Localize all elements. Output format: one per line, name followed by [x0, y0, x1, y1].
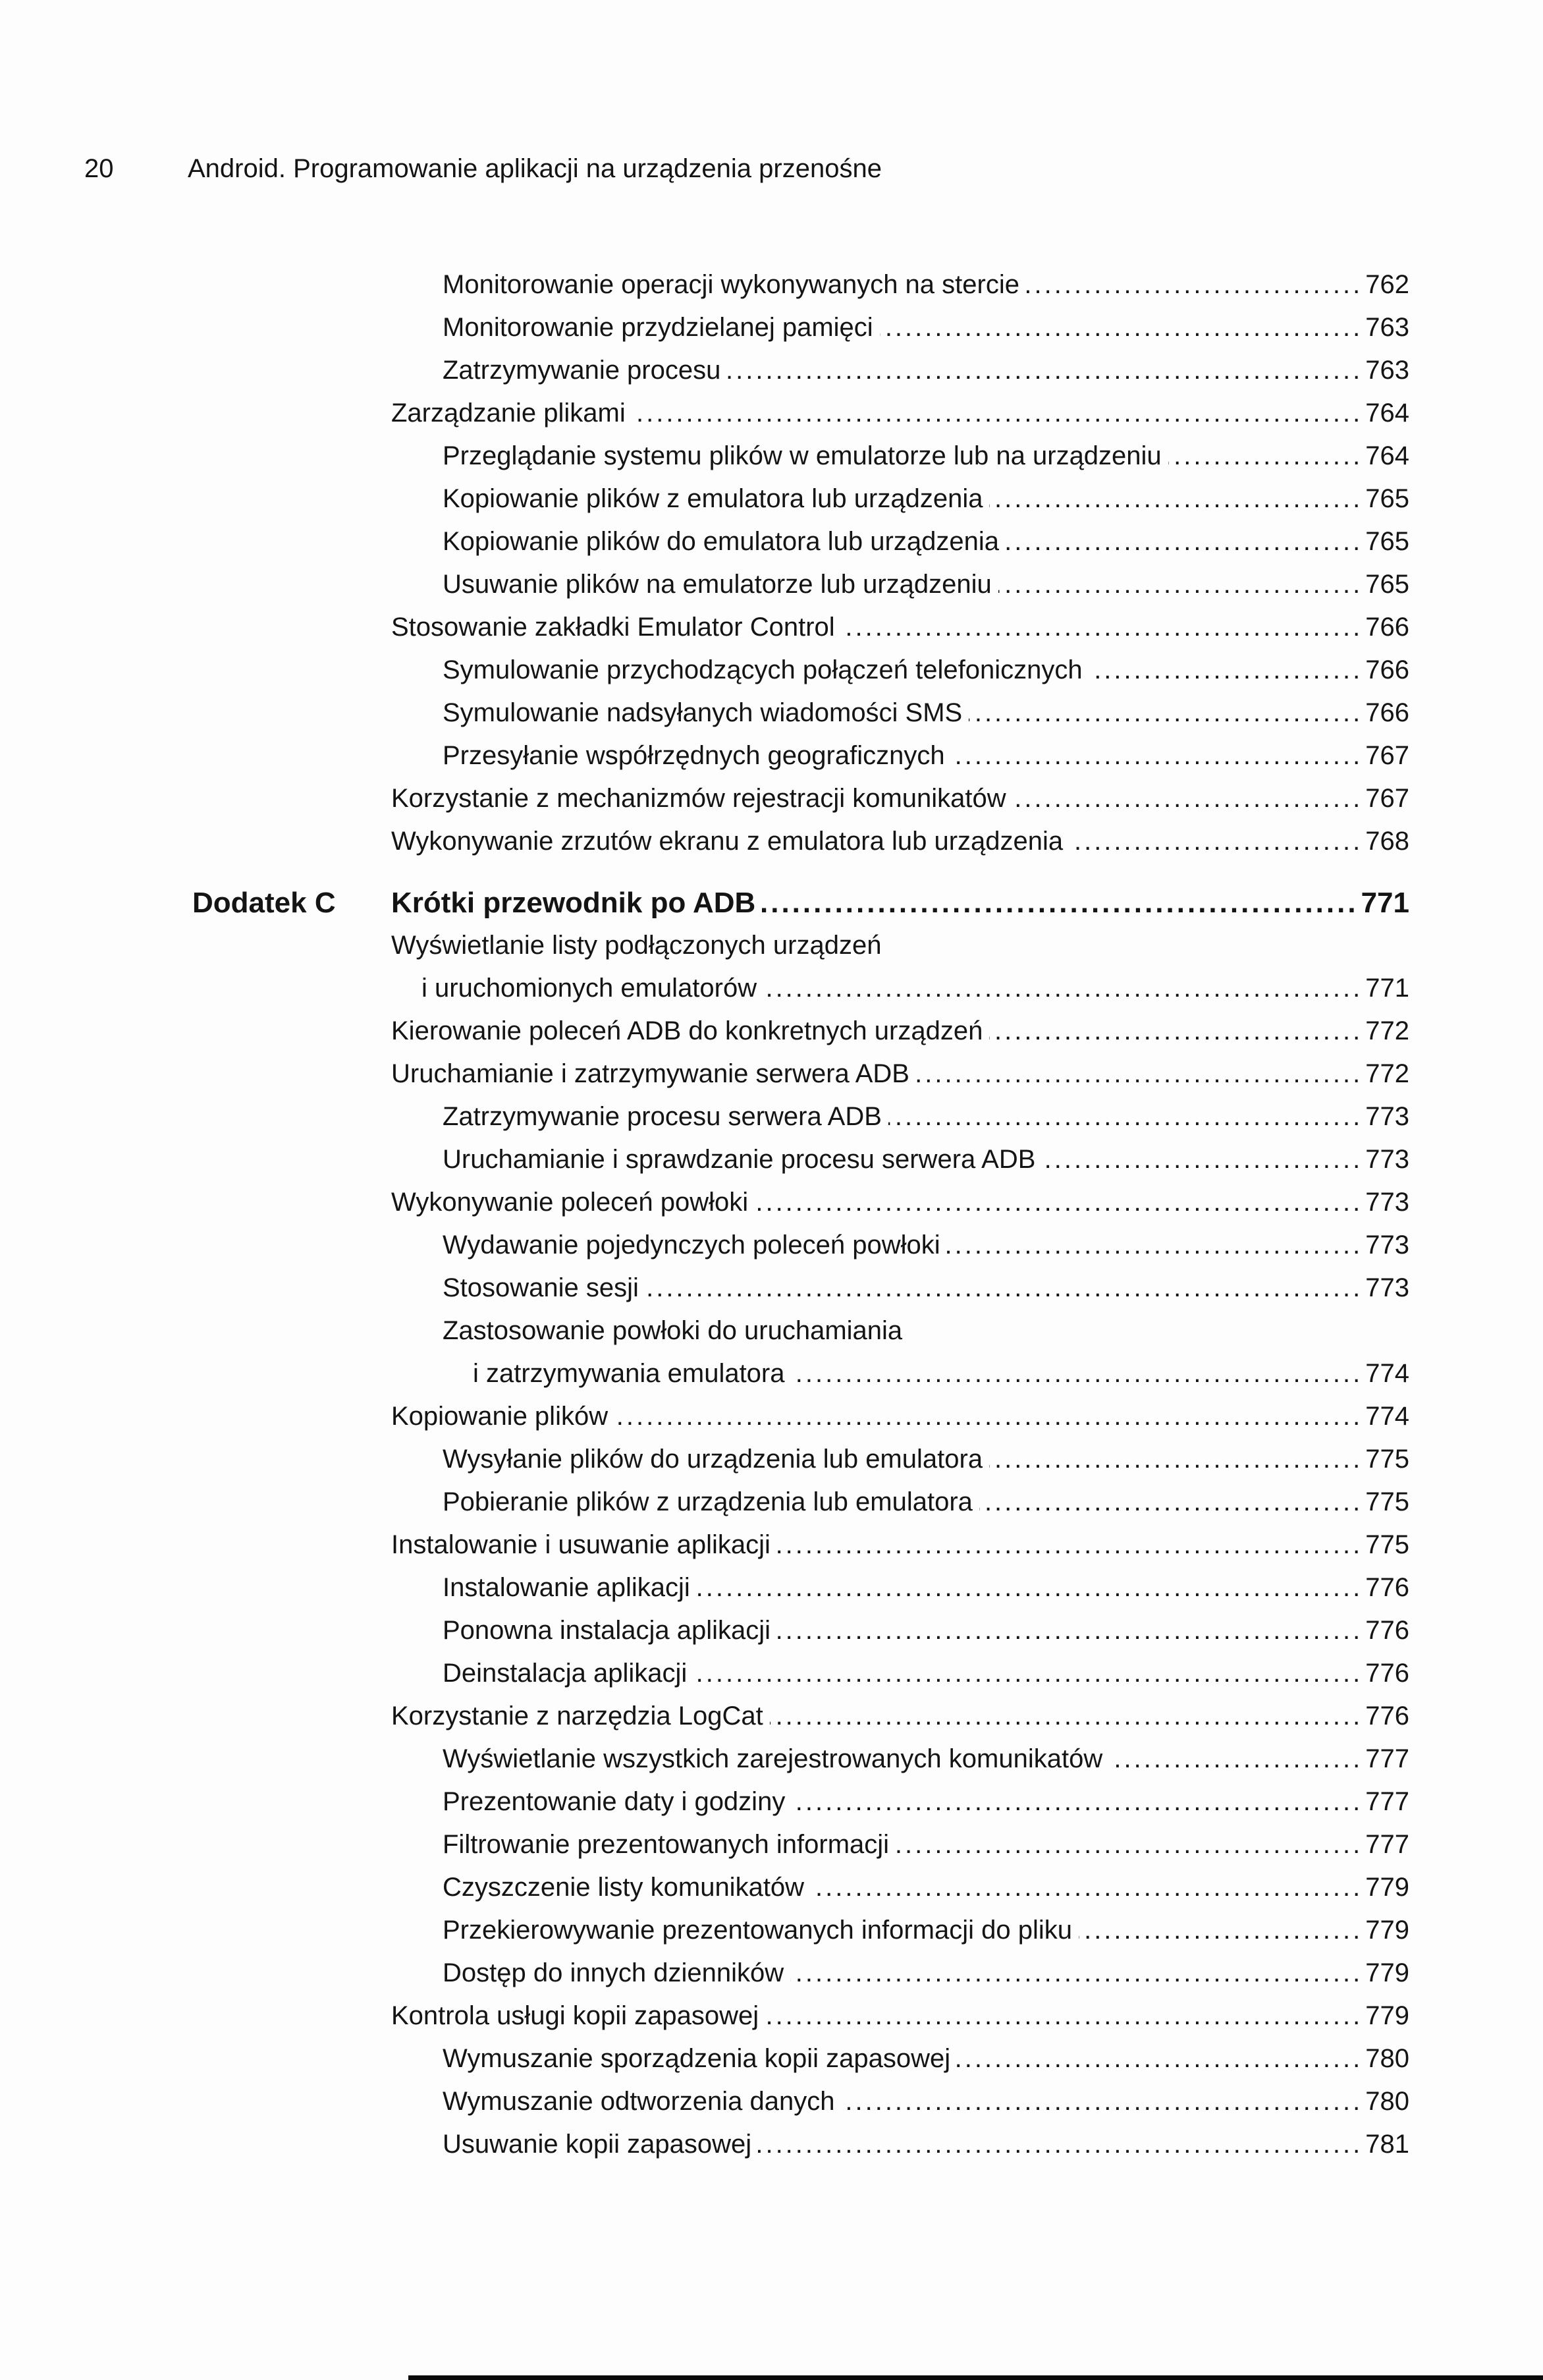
page-number: 766	[1365, 613, 1409, 642]
entry-title: Wysyłanie plików do urządzenia lub emulatora	[443, 1445, 983, 1474]
toc-entry-row	[391, 1181, 1409, 1224]
entry-title: Przekierowywanie prezentowanych informacji do pliku	[443, 1916, 1072, 1945]
toc-entry-row	[391, 1909, 1409, 1952]
toc-entry-continuation-row	[391, 967, 1409, 1010]
entry-title: Instalowanie i usuwanie aplikacji	[391, 1530, 771, 1559]
toc-entry-row	[391, 520, 1409, 563]
toc-entry-row	[391, 1481, 1409, 1524]
dot-leader	[1069, 820, 1363, 863]
toc-entry-row	[391, 478, 1409, 520]
header-page-number: 20	[84, 154, 114, 183]
dot-leader	[790, 1952, 1363, 1995]
entry-title: Wyświetlanie wszystkich zarejestrowanych komunikatów	[443, 1744, 1103, 1773]
dot-leader	[765, 1995, 1363, 2037]
page-number: 775	[1365, 1487, 1409, 1516]
entry-title: Stosowanie zakładki Emulator Control	[391, 613, 835, 642]
entry-title: Przeglądanie systemu plików w emulatorze lub na urządzeniu	[443, 441, 1162, 470]
toc-entry-row	[391, 1566, 1409, 1609]
entry-title: Wykonywanie poleceń powłoki	[391, 1188, 749, 1217]
dot-leader	[916, 1053, 1363, 1095]
dot-leader	[758, 2123, 1363, 2166]
entry-title: Filtrowanie prezentowanych informacji	[443, 1830, 890, 1859]
dot-leader	[1079, 1909, 1363, 1952]
page-number: 765	[1365, 527, 1409, 556]
entry-title: Zatrzymywanie procesu serwera ADB	[443, 1102, 882, 1131]
entry-title: Prezentowanie daty i godziny	[443, 1787, 786, 1816]
dot-leader	[693, 1652, 1363, 1695]
entry-title: Kontrola usługi kopii zapasowej	[391, 2001, 759, 2030]
dot-leader	[1168, 435, 1363, 478]
entry-title-continued: i uruchomionych emulatorów	[421, 974, 757, 1003]
entry-title: Kopiowanie plików z emulatora lub urządzenia	[443, 484, 983, 513]
toc-entry-row	[391, 1995, 1409, 2037]
entry-title: Wydawanie pojedynczych poleceń powłoki	[443, 1231, 940, 1259]
entry-title: Zastosowanie powłoki do uruchamiania	[443, 1316, 903, 1345]
header-book-title: Android. Programowanie aplikacji na urządzenia przenośne	[188, 154, 882, 183]
toc-entry-row	[391, 349, 1409, 392]
dot-leader	[989, 1438, 1363, 1481]
page-number: 776	[1365, 1659, 1409, 1688]
dot-leader	[842, 2080, 1363, 2123]
dot-leader	[1089, 649, 1363, 692]
dot-leader	[896, 1823, 1363, 1866]
page-number: 780	[1365, 2087, 1409, 2116]
page-number: 780	[1365, 2044, 1409, 2073]
toc-chapter-row	[192, 881, 1409, 924]
entry-title: Symulowanie przychodzących połączeń telefonicznych	[443, 655, 1083, 684]
dot-leader	[697, 1566, 1363, 1609]
page-number: 773	[1365, 1145, 1409, 1174]
dot-leader	[1013, 777, 1363, 820]
entry-title: Symulowanie nadsyłanych wiadomości SMS	[443, 698, 963, 727]
toc-entry-row	[391, 1866, 1409, 1909]
entry-title: Uruchamianie i zatrzymywanie serwera ADB	[391, 1059, 909, 1088]
page-number: 771	[1365, 974, 1409, 1003]
toc-entry-row	[391, 1609, 1409, 1652]
page-number: 776	[1365, 1573, 1409, 1602]
toc-entry-row	[391, 2037, 1409, 2080]
running-header	[84, 153, 882, 184]
page-number: 764	[1365, 441, 1409, 470]
dot-leader	[957, 2037, 1363, 2080]
entry-title: Dostęp do innych dzienników	[443, 1958, 784, 1987]
toc-entry-row	[391, 734, 1409, 777]
page-number: 773	[1365, 1273, 1409, 1302]
entry-title: Instalowanie aplikacji	[443, 1573, 690, 1602]
page-number: 765	[1365, 570, 1409, 599]
page-number: 762	[1365, 270, 1409, 299]
dot-leader	[989, 478, 1363, 520]
toc-entry-row	[391, 1224, 1409, 1267]
page-number: 768	[1365, 827, 1409, 856]
dot-leader	[727, 349, 1363, 392]
dot-leader	[880, 306, 1363, 349]
toc-entry-row	[391, 2123, 1409, 2166]
toc-entry-row	[391, 692, 1409, 734]
entry-title-continued: i zatrzymywania emulatora	[473, 1359, 785, 1388]
entry-title: Zarządzanie plikami	[391, 399, 626, 428]
toc-entry-row	[391, 563, 1409, 606]
toc-entry-row	[391, 1781, 1409, 1823]
toc-entry-row	[391, 649, 1409, 692]
entry-title: Czyszczenie listy komunikatów	[443, 1873, 805, 1902]
toc-entry-row	[391, 263, 1409, 306]
toc-entry-continuation-row	[391, 1352, 1409, 1395]
page-number: 777	[1365, 1830, 1409, 1859]
chapter-label: Dodatek C	[192, 887, 336, 919]
page-number: 772	[1365, 1016, 1409, 1045]
dot-leader	[1006, 520, 1363, 563]
dot-leader	[614, 1395, 1363, 1438]
page-number: 777	[1365, 1744, 1409, 1773]
toc-entry-row	[391, 1823, 1409, 1866]
entry-title: Korzystanie z narzędzia LogCat	[391, 1702, 763, 1730]
page-number: 774	[1365, 1359, 1409, 1388]
toc-entry-row	[391, 820, 1409, 863]
dot-leader	[947, 1224, 1363, 1267]
toc-entry-row	[391, 924, 1409, 967]
page-number: 767	[1365, 784, 1409, 813]
dot-leader	[755, 1181, 1363, 1224]
toc-entry-row	[391, 606, 1409, 649]
entry-title: Przesyłanie współrzędnych geograficznych	[443, 741, 945, 770]
toc-entry-row	[391, 1138, 1409, 1181]
dot-leader	[811, 1866, 1363, 1909]
page-number: 779	[1365, 1958, 1409, 1987]
entry-title: Ponowna instalacja aplikacji	[443, 1616, 771, 1645]
page-number: 763	[1365, 356, 1409, 385]
entry-title: Kopiowanie plików	[391, 1402, 609, 1431]
toc-entry-row	[391, 306, 1409, 349]
toc-entry-row	[391, 1010, 1409, 1053]
page-number: 776	[1365, 1702, 1409, 1730]
page-number: 779	[1365, 1916, 1409, 1945]
entry-title: Korzystanie z mechanizmów rejestracji komunikatów	[391, 784, 1006, 813]
page-number: 779	[1365, 2001, 1409, 2030]
page-number: 774	[1365, 1402, 1409, 1431]
entry-title: Wymuszanie sporządzenia kopii zapasowej	[443, 2044, 951, 2073]
toc-list	[192, 263, 1409, 2166]
entry-title: Kierowanie poleceń ADB do konkretnych urządzeń	[391, 1016, 983, 1045]
entry-title: Deinstalacja aplikacji	[443, 1659, 688, 1688]
page-number: 773	[1365, 1231, 1409, 1259]
page-number: 767	[1365, 741, 1409, 770]
dot-leader	[770, 1695, 1363, 1738]
page-number: 775	[1365, 1530, 1409, 1559]
entry-title: Usuwanie kopii zapasowej	[443, 2130, 752, 2159]
toc-entry-row	[391, 1524, 1409, 1566]
toc-entry-row	[391, 1438, 1409, 1481]
dot-leader	[952, 734, 1363, 777]
entry-title: Pobieranie plików z urządzenia lub emulatora	[443, 1487, 973, 1516]
page-number: 775	[1365, 1445, 1409, 1474]
dot-leader	[1109, 1738, 1363, 1781]
chapter-page-number: 771	[1361, 887, 1409, 919]
page-number: 781	[1365, 2130, 1409, 2159]
dot-leader	[979, 1481, 1363, 1524]
dot-leader	[792, 1352, 1363, 1395]
entry-title: Kopiowanie plików do emulatora lub urządzenia	[443, 527, 999, 556]
toc-entry-row	[391, 777, 1409, 820]
toc-entry-row	[391, 1095, 1409, 1138]
toc-entry-row	[391, 1952, 1409, 1995]
entry-title: Wymuszanie odtworzenia danych	[443, 2087, 835, 2116]
dot-leader	[777, 1609, 1363, 1652]
toc-entry-row	[391, 1395, 1409, 1438]
page-number: 765	[1365, 484, 1409, 513]
entry-title: Wykonywanie zrzutów ekranu z emulatora lub urządzenia	[391, 827, 1064, 856]
toc-entry-row	[391, 2080, 1409, 2123]
dot-leader	[777, 1524, 1363, 1566]
entry-title: Wyświetlanie listy podłączonych urządzeń	[391, 931, 882, 960]
scan-edge-artifact	[408, 2375, 1543, 2380]
dot-leader	[792, 1781, 1363, 1823]
entry-title: Usuwanie plików na emulatorze lub urządzeniu	[443, 570, 992, 599]
toc-entry-row	[391, 1652, 1409, 1695]
dot-leader	[645, 1267, 1363, 1310]
chapter-title: Krótki przewodnik po ADB	[391, 887, 756, 919]
page-number: 779	[1365, 1873, 1409, 1902]
page-number: 772	[1365, 1059, 1409, 1088]
entry-title: Monitorowanie operacji wykonywanych na stercie	[443, 270, 1019, 299]
dot-leader	[998, 563, 1363, 606]
dot-leader	[1026, 263, 1363, 306]
toc-entry-row	[391, 435, 1409, 478]
dot-leader	[888, 1095, 1363, 1138]
toc-entry-row	[391, 1053, 1409, 1095]
toc-entry-row	[391, 392, 1409, 435]
page-number: 766	[1365, 655, 1409, 684]
entry-title: Uruchamianie i sprawdzanie procesu serwera ADB	[443, 1145, 1036, 1174]
page-number: 773	[1365, 1188, 1409, 1217]
toc-entry-row	[391, 1267, 1409, 1310]
dot-leader	[989, 1010, 1363, 1053]
dot-leader	[763, 967, 1363, 1010]
entry-title: Zatrzymywanie procesu	[443, 356, 721, 385]
dot-leader	[969, 692, 1363, 734]
page-number: 763	[1365, 313, 1409, 342]
entry-title: Stosowanie sesji	[443, 1273, 639, 1302]
dot-leader	[762, 881, 1358, 924]
page-number: 764	[1365, 399, 1409, 428]
toc-entry-row	[391, 1738, 1409, 1781]
dot-leader	[842, 606, 1363, 649]
page-number: 777	[1365, 1787, 1409, 1816]
page-number: 776	[1365, 1616, 1409, 1645]
dot-leader	[632, 392, 1363, 435]
toc-entry-row	[391, 1695, 1409, 1738]
dot-leader	[1042, 1138, 1363, 1181]
toc-entry-row	[391, 1310, 1409, 1352]
entry-title: Monitorowanie przydzielanej pamięci	[443, 313, 873, 342]
page-number: 773	[1365, 1102, 1409, 1131]
page-number: 766	[1365, 698, 1409, 727]
